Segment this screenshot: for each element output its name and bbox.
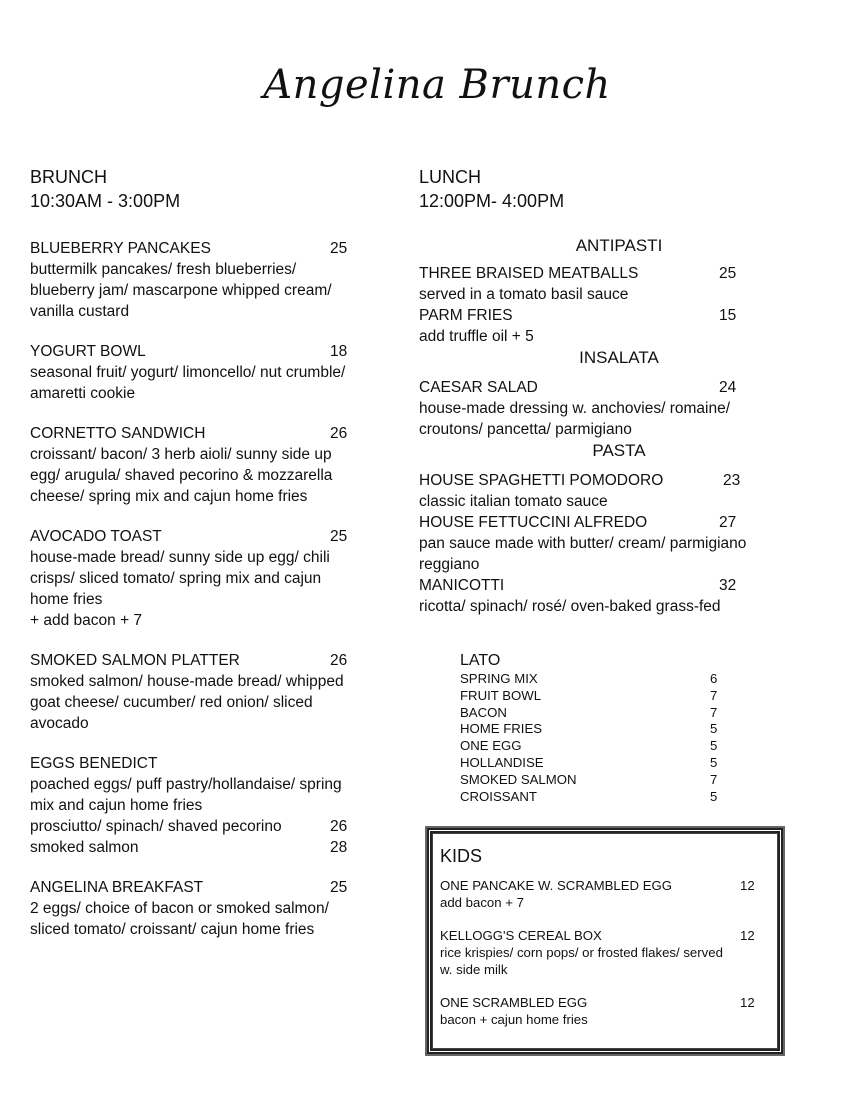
item-name: YOGURT BOWL (30, 343, 146, 360)
menu-item-smoked-salmon-platter (30, 650, 395, 734)
item-desc-line: blueberry jam/ mascarpone whipped cream/ (30, 282, 332, 299)
item-name: HOUSE SPAGHETTI POMODORO (419, 472, 664, 489)
lunch-heading: LUNCH (419, 167, 482, 187)
item-desc-line: egg/ arugula/ shaved pecorino & mozzarella (30, 467, 333, 484)
item-desc-line: cheese/ spring mix and cajun home fries (30, 488, 308, 505)
item-name: EGGS BENEDICT (30, 755, 158, 772)
item-desc-line: home fries (30, 591, 103, 608)
side-item (460, 772, 730, 789)
item-name: AVOCADO TOAST (30, 528, 162, 545)
item-desc-line: house-made dressing w. anchovies/ romaine/ (419, 400, 731, 417)
item-desc-line: ricotta/ spinach/ rosé/ oven-baked grass-fed (419, 598, 721, 615)
menu-item-caesar-salad (419, 377, 819, 440)
kids-item-price: 12 (740, 878, 755, 893)
side-item (460, 671, 730, 688)
menu-title: Angelina Brunch (263, 62, 611, 108)
item-price: 24 (719, 379, 737, 396)
item-name: PARM FRIES (419, 307, 513, 324)
item-option (30, 837, 395, 858)
option-price: 26 (330, 818, 348, 835)
side-name: ONE EGG (460, 738, 522, 754)
side-name: HOLLANDISE (460, 754, 544, 770)
brunch-hours: 10:30AM - 3:00PM (30, 191, 181, 211)
lato-heading: LATO (460, 652, 501, 669)
item-name: THREE BRAISED MEATBALLS (419, 265, 639, 282)
kids-item-desc: rice krispies/ corn pops/ or frosted flakes/ served (440, 945, 723, 960)
kids-item (440, 927, 770, 978)
item-price: 25 (330, 240, 348, 257)
item-desc-line: amaretti cookie (30, 385, 136, 402)
menu-item-house-spaghetti-pomodoro (419, 470, 819, 512)
lunch-hours: 12:00PM- 4:00PM (419, 191, 565, 211)
brunch-column (30, 165, 395, 940)
kids-item-desc: bacon + cajun home fries (440, 1012, 588, 1027)
side-price: 7 (710, 771, 718, 787)
kids-item (440, 994, 770, 1028)
side-item (460, 755, 730, 772)
side-price: 7 (710, 704, 718, 720)
side-price: 5 (710, 738, 718, 754)
menu-item-eggs-benedict (30, 753, 395, 858)
item-desc-line: add truffle oil + 5 (419, 328, 534, 345)
side-item (460, 738, 730, 755)
side-item (460, 721, 730, 738)
option-name: smoked salmon (30, 839, 139, 856)
item-desc-line: mix and cajun home fries (30, 797, 203, 814)
antipasti-heading: ANTIPASTI (575, 236, 663, 255)
lato-section (460, 650, 730, 805)
item-desc-line: buttermilk pancakes/ fresh blueberries/ (30, 261, 297, 278)
side-price: 7 (710, 687, 718, 703)
side-name: CROISSANT (460, 788, 537, 804)
item-name: ANGELINA BREAKFAST (30, 879, 204, 896)
kids-item-name: ONE SCRAMBLED EGG (440, 995, 588, 1010)
item-desc-line: house-made bread/ sunny side up egg/ chili (30, 549, 330, 566)
side-price: 5 (710, 721, 718, 737)
side-name: BACON (460, 704, 507, 720)
item-desc-line: reggiano (419, 556, 480, 573)
item-desc-line: pan sauce made with butter/ cream/ parmigiano (419, 535, 747, 552)
insalata-heading: INSALATA (579, 348, 659, 367)
item-name: CORNETTO SANDWICH (30, 425, 206, 442)
item-name: HOUSE FETTUCCINI ALFREDO (419, 514, 648, 531)
kids-item-desc: add bacon + 7 (440, 895, 524, 910)
kids-box (427, 828, 783, 1054)
item-desc-line: classic italian tomato sauce (419, 493, 608, 510)
item-desc-line: smoked salmon/ house-made bread/ whipped (30, 673, 344, 690)
item-name: MANICOTTI (419, 577, 505, 594)
kids-heading: KIDS (440, 846, 483, 866)
item-name: CAESAR SALAD (419, 379, 538, 396)
item-price: 25 (330, 528, 348, 545)
menu-item-house-fettuccini-alfredo (419, 512, 819, 575)
item-price: 27 (719, 514, 737, 531)
side-price: 6 (710, 671, 718, 686)
item-desc-line: 2 eggs/ choice of bacon or smoked salmon/ (30, 900, 329, 917)
item-price: 26 (330, 425, 348, 442)
kids-item (440, 877, 770, 911)
side-name: FRUIT BOWL (460, 687, 542, 703)
item-desc-line: + add bacon + 7 (30, 612, 143, 629)
side-price: 5 (710, 754, 718, 770)
item-desc-line: avocado (30, 715, 89, 732)
side-item (460, 688, 730, 705)
item-price: 23 (723, 472, 741, 489)
menu-item-cornetto-sandwich (30, 423, 395, 507)
item-desc-line: croutons/ pancetta/ parmigiano (419, 421, 632, 438)
side-name: SPRING MIX (460, 671, 538, 686)
kids-item-name: ONE PANCAKE W. SCRAMBLED EGG (440, 878, 673, 893)
brunch-heading: BRUNCH (30, 167, 108, 187)
item-option (30, 816, 395, 837)
item-price: 26 (330, 652, 348, 669)
menu-item-avocado-toast (30, 526, 395, 631)
kids-item-name: KELLOGG'S CEREAL BOX (440, 928, 602, 943)
side-name: SMOKED SALMON (460, 771, 577, 787)
option-name: prosciutto/ spinach/ shaved pecorino (30, 818, 282, 835)
menu-item-blueberry-pancakes (30, 238, 395, 322)
item-desc-line: sliced tomato/ croissant/ cajun home fries (30, 921, 315, 938)
menu-item-manicotti (419, 575, 819, 617)
item-desc-line: poached eggs/ puff pastry/hollandaise/ spring (30, 776, 342, 793)
kids-item-desc: w. side milk (440, 962, 508, 977)
item-price: 18 (330, 343, 348, 360)
option-price: 28 (330, 839, 348, 856)
side-name: HOME FRIES (460, 721, 543, 737)
item-price: 25 (719, 265, 737, 282)
menu-item-angelina-breakfast (30, 877, 395, 940)
item-desc-line: served in a tomato basil sauce (419, 286, 629, 303)
menu-item-parm-fries (419, 305, 819, 347)
kids-item-price: 12 (740, 995, 755, 1010)
item-desc-line: seasonal fruit/ yogurt/ limoncello/ nut crumble/ (30, 364, 346, 381)
item-desc-line: goat cheese/ cucumber/ red onion/ sliced (30, 694, 313, 711)
side-item (460, 705, 730, 722)
item-price: 25 (330, 879, 348, 896)
item-desc-line: croissant/ bacon/ 3 herb aioli/ sunny side up (30, 446, 332, 463)
lunch-column (419, 165, 819, 617)
side-price: 5 (710, 788, 718, 804)
menu-item-yogurt-bowl (30, 341, 395, 404)
item-price: 32 (719, 577, 737, 594)
item-name: BLUEBERRY PANCAKES (30, 240, 211, 257)
item-price: 15 (719, 307, 737, 324)
menu-item-three-braised-meatballs (419, 263, 819, 305)
pasta-heading: PASTA (592, 441, 646, 460)
item-desc-line: vanilla custard (30, 303, 130, 320)
side-item (460, 789, 730, 806)
item-name: SMOKED SALMON PLATTER (30, 652, 240, 669)
item-desc-line: crisps/ sliced tomato/ spring mix and cajun (30, 570, 322, 587)
kids-item-price: 12 (740, 928, 755, 943)
